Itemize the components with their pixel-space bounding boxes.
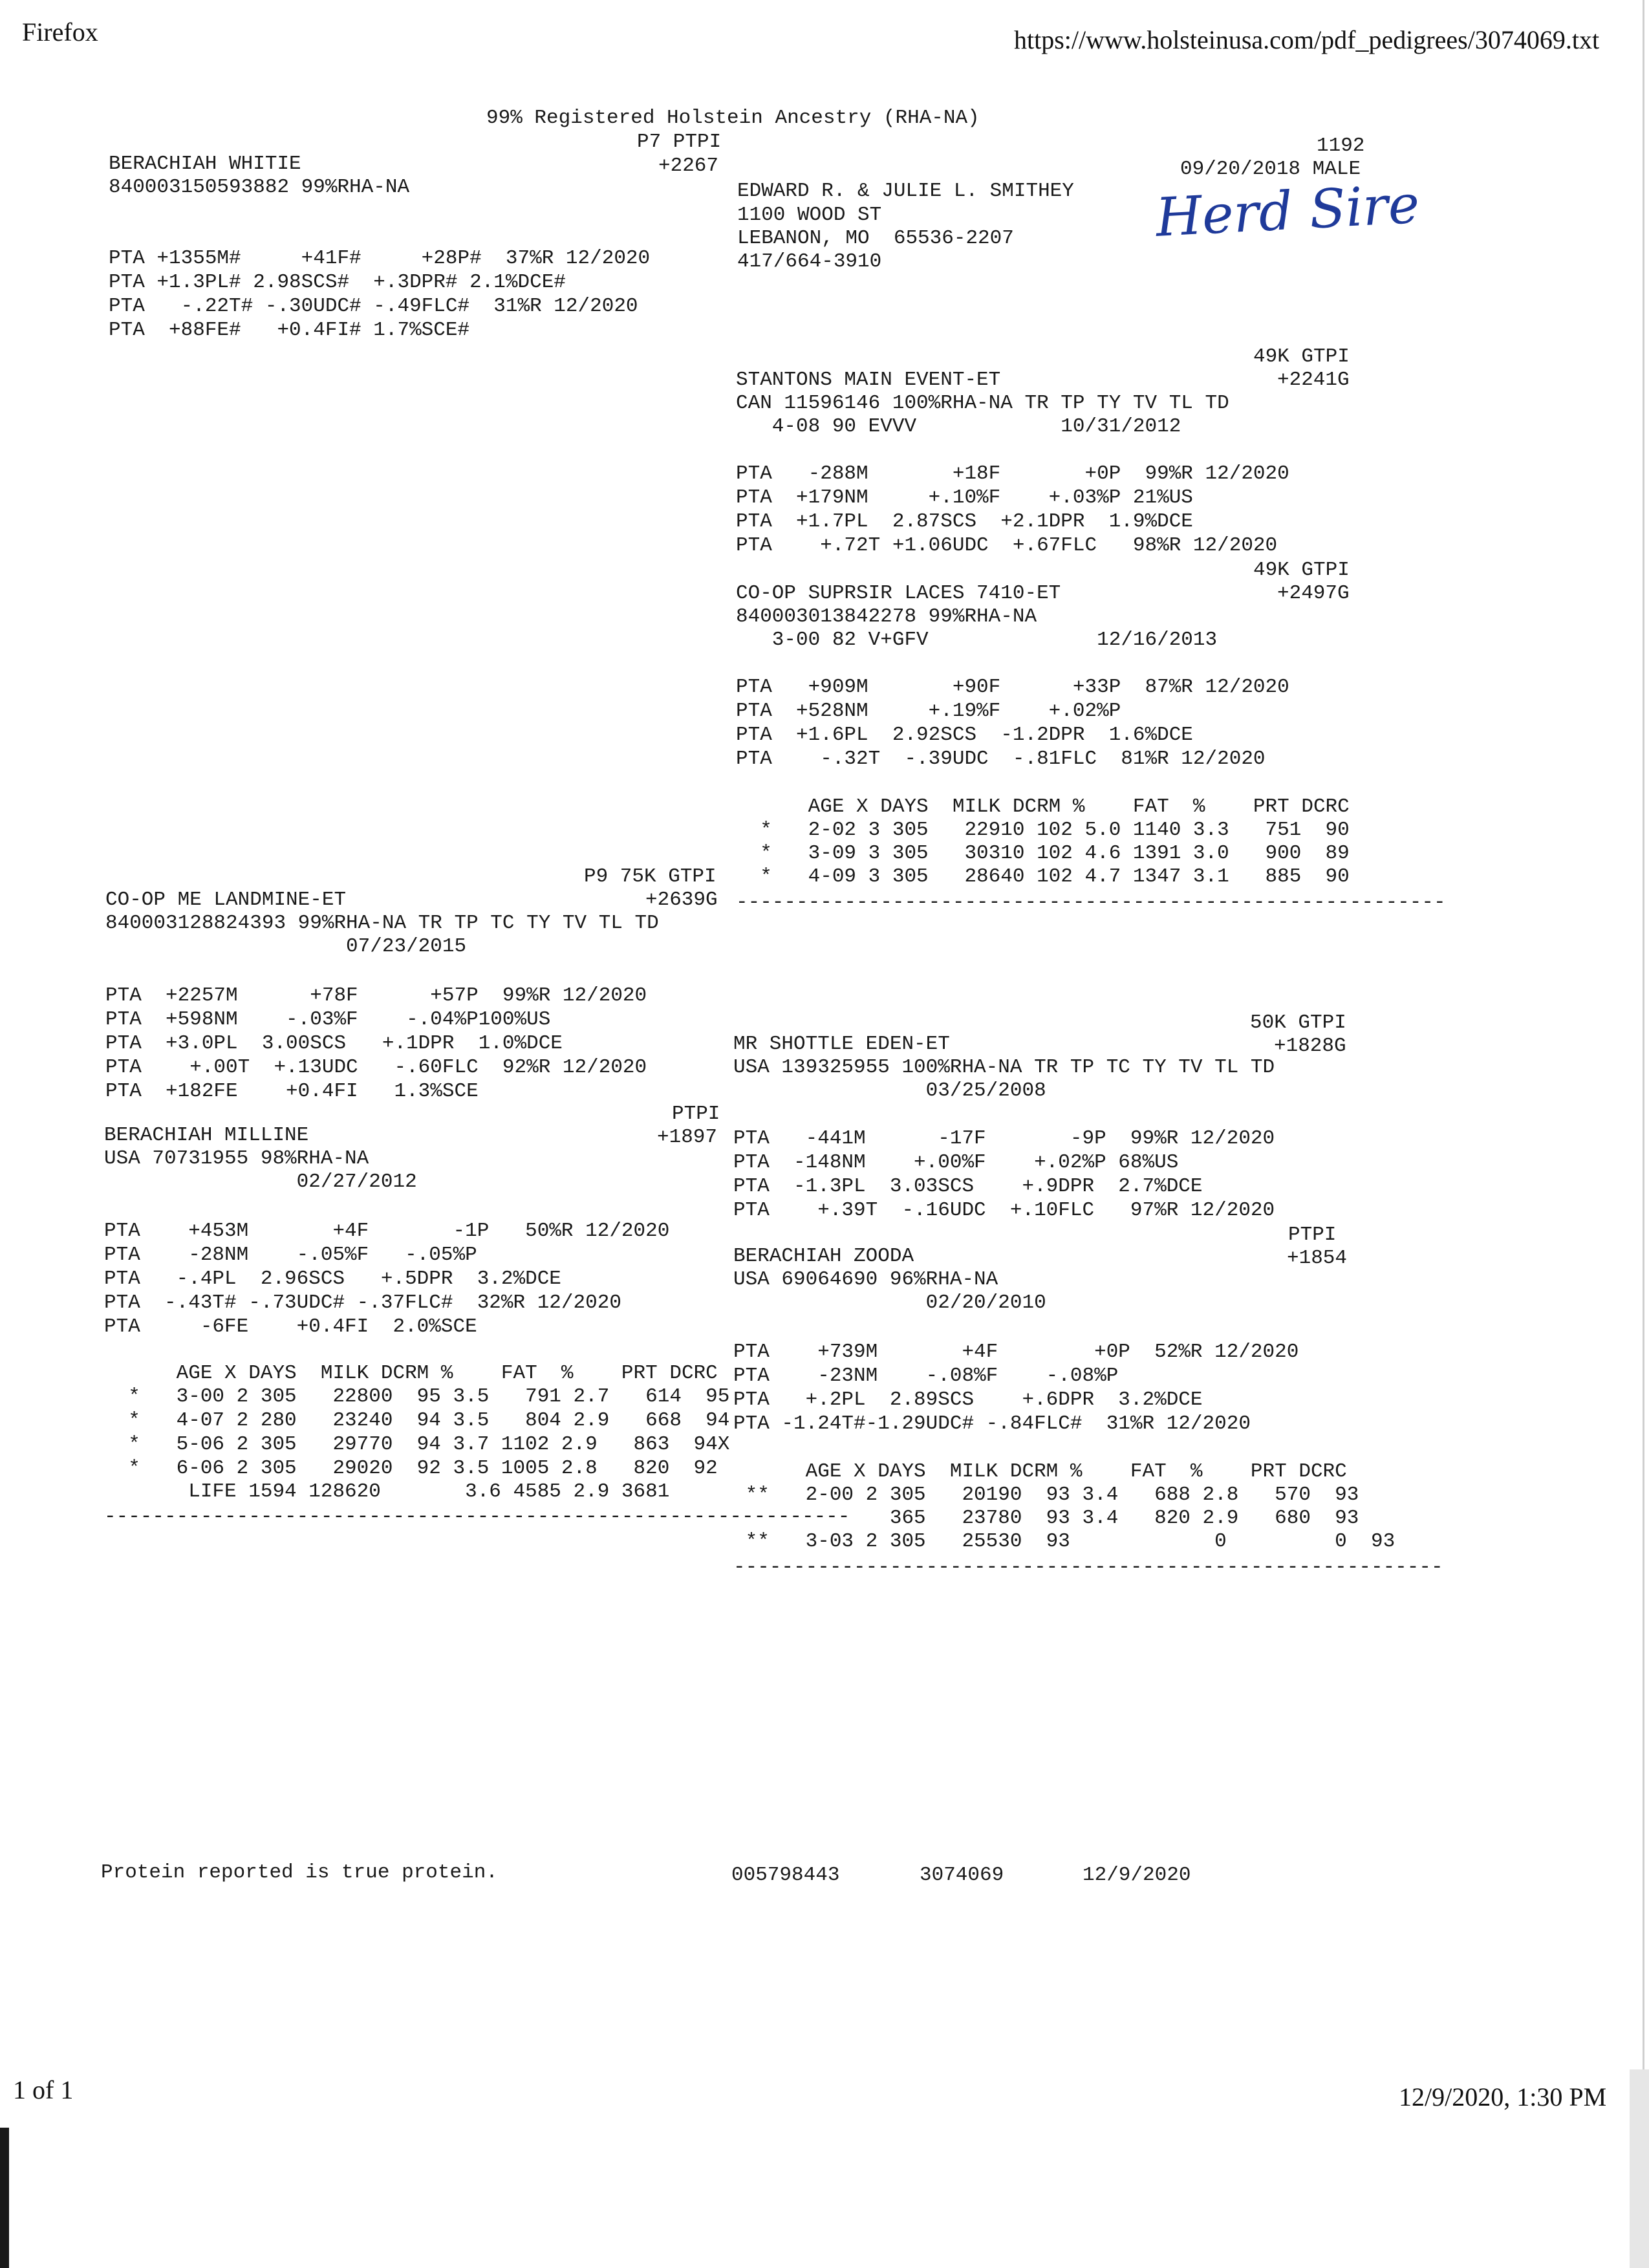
dam-dam-dam-pta-line: PTA +739M +4F +0P 52%R 12/2020 (733, 1341, 1299, 1363)
dam-dam-lifetime-row: LIFE 1594 128620 3.6 4585 2.9 3681 (104, 1480, 670, 1503)
dam-pta-line: PTA +598NM -.03%F -.04%P100%US (105, 1008, 551, 1031)
dam-dam-dam-line: USA 69064690 96%RHA-NA (733, 1268, 998, 1291)
document-title: 99% Registered Holstein Ancestry (RHA-NA) (486, 107, 980, 129)
footer-code: 3074069 (920, 1864, 1004, 1886)
sire-dam-pta-line: PTA -.32T -.39UDC -.81FLC 81%R 12/2020 (736, 748, 1266, 770)
sire-dam-gtpi-value: +2497G (1277, 582, 1350, 605)
sire-dam-pta-line: PTA +528NM +.19%F +.02%P (736, 700, 1121, 722)
footer-note: Protein reported is true protein. (101, 1861, 498, 1884)
sire-dam-lactation-row: * 4-09 3 305 28640 102 4.7 1347 3.1 885 90 (736, 865, 1350, 888)
dam-dam-ptpi-value: +1897 (657, 1126, 718, 1149)
print-timestamp: 12/9/2020, 1:30 PM (1399, 2082, 1607, 2111)
dam-dam-dam-lactation-header: AGE X DAYS MILK DCRM % FAT % PRT DCRC (733, 1460, 1347, 1483)
animal-id: 840003150593882 99%RHA-NA (109, 176, 410, 199)
sire-pta-line: PTA -288M +18F +0P 99%R 12/2020 (736, 462, 1289, 485)
dam-dam-pta-line: PTA -.4PL 2.96SCS +.5DPR 3.2%DCE (104, 1268, 561, 1290)
divider-rule: ----------------------------------------------------------- (736, 891, 1446, 914)
sire-dam-pta-line: PTA +1.6PL 2.92SCS -1.2DPR 1.6%DCE (736, 724, 1193, 746)
dam-gtpi-value: +2639G (645, 889, 718, 911)
page-url: https://www.holsteinusa.com/pdf_pedigrees/3074069.txt (1014, 25, 1600, 54)
sire-dam-gtpi-label: 49K GTPI (1253, 559, 1350, 581)
dam-sire-pta-line: PTA +.39T -.16UDC +.10FLC 97%R 12/2020 (733, 1199, 1275, 1222)
scan-edge-shadow (0, 2128, 9, 2268)
handwritten-note: Herd Sire (1154, 173, 1421, 249)
dam-dam-line: 02/27/2012 (104, 1171, 417, 1193)
dam-pta-line: PTA +182FE +0.4FI 1.3%SCE (105, 1080, 479, 1103)
dam-line: 840003128824393 99%RHA-NA TR TP TC TY TV TL TD (105, 912, 659, 934)
sire-line: 4-08 90 EVVV 10/31/2012 (736, 415, 1181, 438)
sire-gtpi-value: +2241G (1277, 369, 1350, 391)
dam-dam-dam-pta-line: PTA +.2PL 2.89SCS +.6DPR 3.2%DCE (733, 1388, 1203, 1411)
animal-pta-line: PTA +1.3PL# 2.98SCS# +.3DPR# 2.1%DCE# (109, 271, 566, 294)
dam-dam-dam-lactation-row: 365 23780 93 3.4 820 2.9 680 93 (733, 1507, 1359, 1529)
animal-pta-line: PTA -.22T# -.30UDC# -.49FLC# 31%R 12/2020 (109, 295, 638, 318)
dam-sire-line: USA 139325955 100%RHA-NA TR TP TC TY TV TL TD (733, 1056, 1275, 1079)
sire-dam-line: 3-00 82 V+GFV 12/16/2013 (736, 629, 1218, 651)
dam-pta-line: PTA +3.0PL 3.00SCS +.1DPR 1.0%DCE (105, 1032, 563, 1055)
animal-pta-line: PTA +88FE# +0.4FI# 1.7%SCE# (109, 319, 470, 341)
dam-dam-lactation-row: * 6-06 2 305 29020 92 3.5 1005 2.8 820 92 (104, 1457, 718, 1480)
sire-dam-name: CO-OP SUPRSIR LACES 7410-ET (736, 582, 1061, 605)
footer-code: 005798443 (731, 1864, 840, 1886)
animal-pta-line: PTA +1355M# +41F# +28P# 37%R 12/2020 (109, 247, 651, 270)
dam-sire-gtpi-value: +1828G (1274, 1035, 1346, 1057)
dam-dam-dam-pta-line: PTA -23NM -.08%F -.08%P (733, 1365, 1119, 1387)
dam-dam-name: BERACHIAH MILLINE (104, 1124, 309, 1147)
owner-line: 417/664-3910 (737, 250, 882, 273)
birth-date-sex: 09/20/2018 MALE (1180, 158, 1361, 180)
dam-dam-lactation-header: AGE X DAYS MILK DCRM % FAT % PRT DCRC (104, 1362, 718, 1385)
dam-dam-ptpi-label: PTPI (672, 1103, 720, 1125)
dam-dam-dam-name: BERACHIAH ZOODA (733, 1245, 914, 1268)
owner-number: 1192 (1317, 135, 1365, 157)
dam-sire-gtpi-label: 50K GTPI (1250, 1011, 1346, 1034)
dam-sire-pta-line: PTA -148NM +.00%F +.02%P 68%US (733, 1151, 1179, 1174)
dam-dam-dam-lactation-row: ** 2-00 2 305 20190 93 3.4 688 2.8 570 93 (733, 1484, 1359, 1506)
sire-dam-line: 840003013842278 99%RHA-NA (736, 605, 1037, 628)
dam-dam-pta-line: PTA -28NM -.05%F -.05%P (104, 1244, 477, 1266)
sire-gtpi-label: 49K GTPI (1253, 345, 1350, 368)
divider-rule: ----------------------------------------------------------- (733, 1556, 1443, 1579)
dam-sire-name: MR SHOTTLE EDEN-ET (733, 1033, 950, 1055)
sire-name: STANTONS MAIN EVENT-ET (736, 369, 1001, 391)
scan-edge (1643, 0, 1644, 2268)
animal-ptpi-label: P7 PTPI (637, 131, 722, 153)
sire-pta-line: PTA +.72T +1.06UDC +.67FLC 98%R 12/2020 (736, 534, 1278, 557)
sire-pta-line: PTA +1.7PL 2.87SCS +2.1DPR 1.9%DCE (736, 510, 1193, 533)
dam-dam-dam-lactation-row: ** 3-03 2 305 25530 93 0 0 93 (733, 1530, 1396, 1553)
dam-dam-lactation-row: * 5-06 2 305 29770 94 3.7 1102 2.9 863 94X (104, 1433, 730, 1456)
dam-dam-dam-line: 02/20/2010 (733, 1291, 1046, 1314)
owner-line: 1100 WOOD ST (737, 204, 882, 226)
sire-dam-pta-line: PTA +909M +90F +33P 87%R 12/2020 (736, 676, 1289, 698)
animal-name: BERACHIAH WHITIE (109, 153, 301, 175)
dam-dam-pta-line: PTA -.43T# -.73UDC# -.37FLC# 32%R 12/2020 (104, 1291, 621, 1314)
footer-date: 12/9/2020 (1083, 1864, 1191, 1886)
dam-sire-pta-line: PTA -441M -17F -9P 99%R 12/2020 (733, 1127, 1275, 1150)
dam-dam-pta-line: PTA -6FE +0.4FI 2.0%SCE (104, 1315, 477, 1338)
dam-dam-dam-ptpi-value: +1854 (1287, 1247, 1348, 1269)
divider-rule: -------------------------------------------------------------- (104, 1506, 850, 1528)
dam-name: CO-OP ME LANDMINE-ET (105, 889, 347, 911)
dam-dam-pta-line: PTA +453M +4F -1P 50%R 12/2020 (104, 1220, 670, 1242)
dam-pta-line: PTA +.00T +.13UDC -.60FLC 92%R 12/2020 (105, 1056, 647, 1079)
owner-line: LEBANON, MO 65536-2207 (737, 227, 1014, 250)
dam-sire-pta-line: PTA -1.3PL 3.03SCS +.9DPR 2.7%DCE (733, 1175, 1203, 1198)
sire-line: CAN 11596146 100%RHA-NA TR TP TY TV TL TD (736, 392, 1229, 415)
animal-ptpi-value: +2267 (658, 155, 719, 177)
sire-dam-lactation-header: AGE X DAYS MILK DCRM % FAT % PRT DCRC (736, 795, 1350, 818)
dam-line: 07/23/2015 (105, 935, 467, 958)
dam-gtpi-label: P9 75K GTPI (584, 865, 717, 888)
page-indicator: 1 of 1 (13, 2075, 74, 2104)
dam-dam-line: USA 70731955 98%RHA-NA (104, 1147, 369, 1170)
browser-app-name: Firefox (22, 17, 98, 47)
dam-sire-line: 03/25/2008 (733, 1079, 1046, 1102)
dam-dam-dam-pta-line: PTA -1.24T#-1.29UDC# -.84FLC# 31%R 12/2020 (733, 1412, 1251, 1435)
dam-dam-lactation-row: * 4-07 2 280 23240 94 3.5 804 2.9 668 94 (104, 1409, 730, 1432)
sire-dam-lactation-row: * 3-09 3 305 30310 102 4.6 1391 3.0 900 89 (736, 842, 1350, 865)
sire-dam-lactation-row: * 2-02 3 305 22910 102 5.0 1140 3.3 751 90 (736, 819, 1350, 841)
scan-edge-shadow (1630, 2069, 1649, 2268)
sire-pta-line: PTA +179NM +.10%F +.03%P 21%US (736, 486, 1193, 509)
dam-pta-line: PTA +2257M +78F +57P 99%R 12/2020 (105, 984, 647, 1007)
dam-dam-lactation-row: * 3-00 2 305 22800 95 3.5 791 2.7 614 95 (104, 1385, 730, 1408)
owner-line: EDWARD R. & JULIE L. SMITHEY (737, 180, 1074, 202)
dam-dam-dam-ptpi-label: PTPI (1288, 1224, 1337, 1246)
